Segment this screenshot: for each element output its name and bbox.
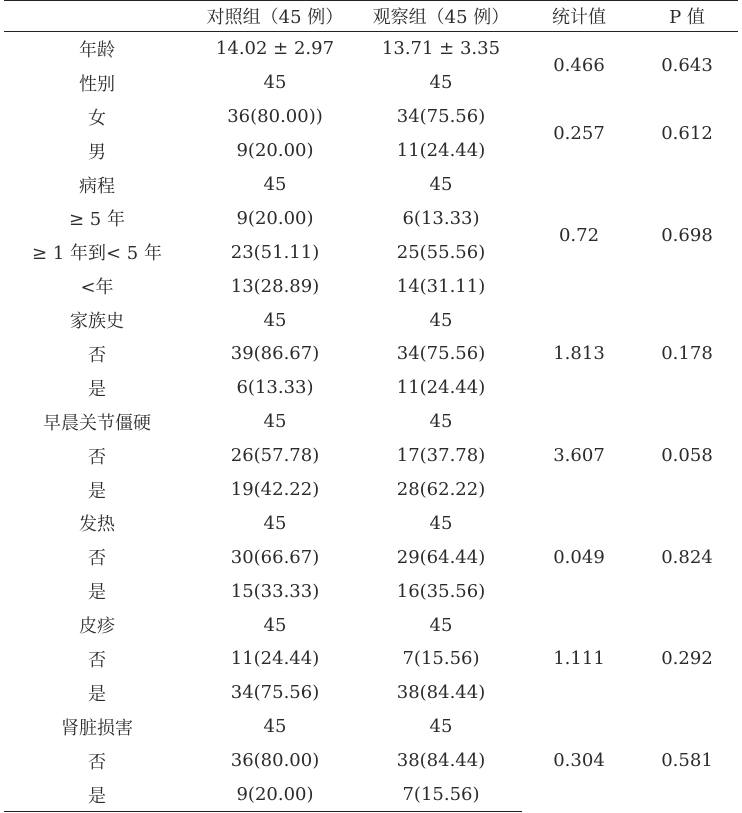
observe-value: 45 bbox=[429, 411, 453, 433]
observe-value: 17(37.78) bbox=[396, 445, 486, 467]
observe-value: 14(31.11) bbox=[396, 275, 486, 297]
control-value: 36(80.00) bbox=[230, 750, 320, 772]
observe-value: 25(55.56) bbox=[396, 241, 486, 263]
row-label: 否 bbox=[88, 751, 106, 773]
p-value: 0.643 bbox=[661, 55, 713, 77]
table-row bbox=[4, 506, 738, 540]
observe-value: 45 bbox=[429, 512, 453, 534]
observe-value: 45 bbox=[429, 72, 453, 94]
table-row bbox=[4, 608, 738, 642]
control-value: 19(42.22) bbox=[230, 479, 320, 501]
observe-value: 11(24.44) bbox=[396, 377, 486, 399]
baseline-comparison-table bbox=[4, 0, 738, 812]
table-row bbox=[4, 710, 738, 744]
table-row bbox=[4, 32, 738, 66]
observe-value: 7(15.56) bbox=[360, 778, 522, 812]
row-label: 皮疹 bbox=[79, 616, 115, 638]
stat-value: 0.304 bbox=[553, 750, 605, 772]
header-observation-group: 观察组（45 例） bbox=[360, 1, 522, 32]
observe-value: 7(15.56) bbox=[402, 648, 480, 670]
table-header-row bbox=[4, 1, 738, 32]
control-value: 23(51.11) bbox=[230, 241, 320, 263]
observe-value: 13.71 ± 3.35 bbox=[381, 38, 501, 60]
control-value: 45 bbox=[263, 614, 287, 636]
row-label: <年 bbox=[80, 277, 114, 299]
row-label: ≥ 5 年 bbox=[69, 209, 125, 231]
row-label: 是 bbox=[88, 683, 106, 705]
control-value: 34(75.56) bbox=[230, 682, 320, 704]
observe-value: 6(13.33) bbox=[402, 207, 480, 229]
row-label: 是 bbox=[88, 378, 106, 400]
row-label: 否 bbox=[88, 649, 106, 671]
control-value: 6(13.33) bbox=[236, 377, 314, 399]
p-value: 0.581 bbox=[661, 750, 713, 772]
row-label: 家族史 bbox=[70, 311, 124, 333]
control-value: 11(24.44) bbox=[230, 648, 320, 670]
control-value: 36(80.00)) bbox=[227, 106, 323, 128]
observe-value: 45 bbox=[429, 309, 453, 331]
p-value: 0.058 bbox=[661, 445, 713, 467]
stat-value: 0.257 bbox=[553, 123, 605, 145]
row-label: 性别 bbox=[79, 73, 115, 95]
observe-value: 38(84.44) bbox=[396, 682, 486, 704]
observe-value: 38(84.44) bbox=[396, 750, 486, 772]
control-value: 9(20.00) bbox=[236, 140, 314, 162]
p-value: 0.698 bbox=[661, 224, 713, 246]
observe-value: 11(24.44) bbox=[396, 140, 486, 162]
observe-value: 34(75.56) bbox=[396, 343, 486, 365]
row-label: 否 bbox=[88, 344, 106, 366]
row-label: 是 bbox=[4, 778, 190, 812]
control-value: 45 bbox=[263, 309, 287, 331]
row-label: 是 bbox=[88, 582, 106, 604]
row-label: ≥ 1 年到< 5 年 bbox=[32, 243, 162, 265]
row-label: 男 bbox=[88, 141, 106, 163]
control-value: 45 bbox=[263, 716, 287, 738]
stat-value: 0.466 bbox=[553, 55, 605, 77]
p-value: 0.824 bbox=[661, 546, 713, 568]
table-row bbox=[4, 100, 738, 134]
row-label: 病程 bbox=[79, 175, 115, 197]
table-row bbox=[4, 405, 738, 439]
p-value: 0.612 bbox=[661, 123, 713, 145]
p-value: 0.292 bbox=[661, 648, 713, 670]
observe-value: 16(35.56) bbox=[396, 580, 486, 602]
observe-value: 45 bbox=[429, 614, 453, 636]
control-value: 15(33.33) bbox=[230, 580, 320, 602]
header-control-group: 对照组（45 例） bbox=[190, 1, 360, 32]
row-label: 早晨关节僵硬 bbox=[43, 412, 151, 434]
control-value: 26(57.78) bbox=[230, 445, 320, 467]
stat-value: 3.607 bbox=[553, 445, 605, 467]
stat-value: 1.111 bbox=[553, 648, 605, 670]
row-label: 是 bbox=[88, 480, 106, 502]
row-label: 否 bbox=[88, 446, 106, 468]
stat-value: 0.049 bbox=[553, 546, 605, 568]
row-label: 否 bbox=[88, 548, 106, 570]
observe-value: 29(64.44) bbox=[396, 546, 486, 568]
row-label: 女 bbox=[88, 107, 106, 129]
control-value: 45 bbox=[263, 512, 287, 534]
control-value: 9(20.00) bbox=[236, 207, 314, 229]
observe-value: 45 bbox=[429, 174, 453, 195]
control-value: 39(86.67) bbox=[230, 343, 320, 365]
row-label: 发热 bbox=[79, 514, 115, 536]
control-value: 13(28.89) bbox=[230, 275, 320, 297]
p-value: 0.178 bbox=[661, 343, 713, 365]
stat-value: 1.813 bbox=[553, 343, 605, 365]
header-p-value: P 值 bbox=[636, 1, 738, 32]
control-value: 9(20.00) bbox=[190, 778, 360, 812]
table-row bbox=[4, 168, 738, 202]
row-label: 肾脏损害 bbox=[61, 717, 133, 739]
header-item bbox=[4, 1, 190, 32]
observe-value: 28(62.22) bbox=[396, 479, 486, 501]
control-value: 45 bbox=[263, 411, 287, 433]
table-row bbox=[4, 303, 738, 337]
stat-value: 0.72 bbox=[558, 224, 600, 246]
control-value: 14.02 ± 2.97 bbox=[215, 38, 335, 60]
header-statistic: 统计值 bbox=[522, 1, 636, 32]
control-value: 45 bbox=[263, 174, 287, 195]
observe-value: 34(75.56) bbox=[396, 106, 486, 128]
control-value: 30(66.67) bbox=[230, 546, 320, 568]
control-value: 45 bbox=[263, 72, 287, 94]
row-label: 年龄 bbox=[79, 39, 115, 61]
observe-value: 45 bbox=[429, 716, 453, 738]
